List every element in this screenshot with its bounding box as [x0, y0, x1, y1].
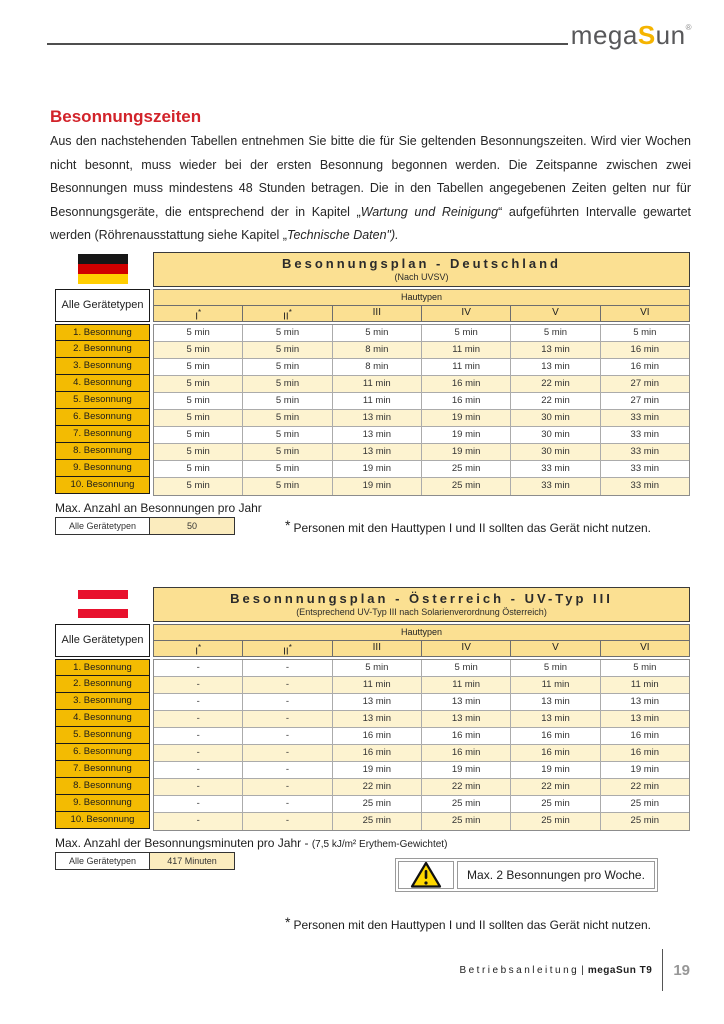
column-header: I*: [154, 306, 243, 321]
row-label: 3. Besonnung: [55, 358, 150, 375]
table-cell: -: [154, 677, 243, 693]
footer-manual-label: Betriebsanleitung: [459, 964, 580, 976]
table-cell: 22 min: [333, 779, 422, 795]
table-cell: 5 min: [333, 325, 422, 341]
table-cell: 16 min: [422, 728, 511, 744]
table-cell: 5 min: [154, 410, 243, 426]
table-cell: -: [243, 711, 332, 727]
table-cell: 33 min: [630, 411, 660, 423]
table-cell: -: [243, 813, 332, 830]
skin-type-note: [285, 517, 651, 535]
column-header: II*: [243, 306, 332, 321]
table-title: Besonnnungsplan - Österreich - UV-Typ III: [230, 590, 613, 606]
table-cell: 16 min: [511, 728, 600, 744]
table-body: [55, 659, 690, 831]
footer-product-name: megaSun T9: [587, 964, 653, 976]
column-header-block: [153, 624, 690, 657]
table-cell: 16 min: [333, 728, 422, 744]
intro-text: “ aufgeführten Intervalle gewartet werden (Röhrenausstattung siehe Kapitel „: [50, 204, 691, 242]
row-label: 4. Besonnung: [55, 710, 150, 727]
row-label: 5. Besonnung: [55, 392, 150, 409]
table-cell: 5 min: [243, 393, 332, 409]
column-header-block: [153, 289, 690, 322]
table-cell: 19 min: [422, 410, 511, 426]
column-header: IV: [422, 641, 511, 656]
row-label: 1. Besonnung: [55, 659, 150, 676]
table-row: [154, 711, 689, 728]
table-cell: 27 min: [630, 394, 660, 406]
row-label: 9. Besonnung: [55, 795, 150, 812]
table-cell: 13 min: [511, 359, 600, 375]
table-cell: 22 min: [511, 376, 600, 392]
table-cell: 5 min: [243, 376, 332, 392]
table-cell: 13 min: [422, 694, 511, 710]
table-cell: 13 min: [333, 427, 422, 443]
table-cell: 13 min: [511, 342, 600, 358]
table-cell: 25 min: [630, 797, 660, 809]
table-cell: 16 min: [630, 729, 660, 741]
besonnungsplan-oesterreich-table: [55, 587, 690, 831]
row-label: 7. Besonnung: [55, 761, 150, 778]
megasun-logo: [571, 22, 692, 48]
mini-table-label: Alle Gerätetypen: [55, 852, 150, 870]
table-cell: 5 min: [633, 661, 657, 673]
row-label: 10. Besonnung: [55, 477, 150, 494]
column-header: V: [511, 641, 600, 656]
max-label-text: Max. Anzahl der Besonnungsminuten pro Jahr -: [55, 835, 312, 850]
table-subtitle: (Entsprechend UV-Typ III nach Solarienverordnung Österreich): [296, 606, 547, 617]
table-cell: -: [154, 762, 243, 778]
table-cell: 5 min: [243, 342, 332, 358]
column-header: V: [511, 306, 600, 321]
warning-box: [395, 858, 658, 892]
table-header-row: [55, 624, 690, 657]
table-cell: -: [154, 779, 243, 795]
table-row: [154, 677, 689, 694]
asterisk: *: [285, 516, 291, 533]
table-cell: 5 min: [243, 444, 332, 460]
row-labels-column: [55, 659, 150, 831]
austria-flag: [78, 590, 128, 618]
table-cell: 19 min: [333, 461, 422, 477]
table-row: [154, 779, 689, 796]
table-cell: 19 min: [422, 762, 511, 778]
page-header: [47, 20, 692, 48]
table-cell: 11 min: [422, 359, 511, 375]
skin-type-note: [285, 914, 724, 932]
column-header: IV: [422, 306, 511, 321]
column-header: VI: [640, 641, 650, 653]
table-cell: 33 min: [630, 445, 660, 457]
table-cell: 5 min: [422, 660, 511, 676]
table-cell: 16 min: [630, 746, 660, 758]
page-footer: [459, 948, 690, 992]
table-cell: 5 min: [511, 660, 600, 676]
footer-divider: [662, 949, 663, 991]
column-headers: [154, 306, 689, 321]
table-cell: 5 min: [154, 342, 243, 358]
table-cell: 11 min: [333, 393, 422, 409]
data-grid: [153, 324, 690, 496]
logo-text: mega: [570, 20, 638, 50]
row-label: 3. Besonnung: [55, 693, 150, 710]
table-cell: -: [154, 813, 243, 830]
table-cell: 16 min: [422, 393, 511, 409]
table-row: [154, 325, 689, 342]
table-cell: 33 min: [511, 461, 600, 477]
table-cell: -: [243, 694, 332, 710]
intro-paragraph: [50, 130, 691, 248]
table-cell: 25 min: [333, 796, 422, 812]
max-label-small-text: (7,5 kJ/m² Erythem-Gewichtet): [311, 838, 448, 850]
table-cell: 33 min: [630, 479, 660, 491]
besonnungsplan-deutschland-table: [55, 252, 690, 496]
group-header: Hauttypen: [154, 625, 689, 641]
row-label: 6. Besonnung: [55, 744, 150, 761]
table-cell: 16 min: [511, 745, 600, 761]
row-label: 2. Besonnung: [55, 341, 150, 358]
row-label: 2. Besonnung: [55, 676, 150, 693]
table-cell: 5 min: [243, 427, 332, 443]
intro-italic-chapter: Wartung und Reinigung: [360, 204, 499, 219]
table-cell: 25 min: [422, 461, 511, 477]
intro-italic-chapter: Technische Daten").: [286, 228, 399, 242]
table-cell: 13 min: [333, 694, 422, 710]
mini-table-value: 417 Minuten: [150, 852, 235, 870]
table-cell: 30 min: [511, 444, 600, 460]
row-label: 1. Besonnung: [55, 324, 150, 341]
table-cell: 25 min: [422, 813, 511, 830]
table-cell: 16 min: [333, 745, 422, 761]
registered-mark: ®: [685, 23, 692, 32]
max-value-mini-table: [55, 517, 235, 535]
max-minutes-label: [55, 836, 724, 850]
table-cell: -: [154, 694, 243, 710]
table-cell: 30 min: [511, 410, 600, 426]
table-cell: 5 min: [154, 427, 243, 443]
table-title: Besonnungsplan - Deutschland: [281, 255, 561, 271]
table-cell: 16 min: [422, 745, 511, 761]
table-cell: 25 min: [333, 813, 422, 830]
table-row: [154, 444, 689, 461]
column-header: VI: [640, 306, 650, 318]
flag-slot: [55, 587, 150, 622]
table-cell: -: [154, 660, 243, 676]
column-headers: [154, 641, 689, 656]
table-cell: 25 min: [630, 814, 660, 826]
table-row: [154, 410, 689, 427]
table-cell: 13 min: [630, 712, 660, 724]
note-text: Personen mit den Hauttypen I und II sollten das Gerät nicht nutzen.: [293, 520, 651, 535]
table-cell: 25 min: [511, 813, 600, 830]
table-cell: 13 min: [333, 444, 422, 460]
table-cell: 5 min: [422, 325, 511, 341]
table-cell: 5 min: [154, 325, 243, 341]
table-cell: 11 min: [333, 376, 422, 392]
warning-triangle-icon: [410, 861, 442, 889]
table-cell: 5 min: [243, 359, 332, 375]
table-cell: 16 min: [630, 360, 660, 372]
table-header-row: [55, 289, 690, 322]
logo-text-end: un: [655, 20, 686, 50]
header-rule: [47, 43, 568, 45]
table-cell: 13 min: [511, 694, 600, 710]
table-cell: -: [243, 796, 332, 812]
row-label: 9. Besonnung: [55, 460, 150, 477]
table-cell: 5 min: [154, 393, 243, 409]
row-label: 4. Besonnung: [55, 375, 150, 392]
table-cell: 13 min: [333, 410, 422, 426]
warning-text: Max. 2 Besonnungen pro Woche.: [457, 861, 655, 889]
column-header: II*: [243, 641, 332, 656]
table-cell: 27 min: [630, 377, 660, 389]
table-cell: 25 min: [422, 796, 511, 812]
flag-slot: [55, 252, 150, 287]
table-row: [154, 461, 689, 478]
table-cell: 5 min: [154, 376, 243, 392]
table-subtitle: (Nach UVSV): [394, 271, 449, 282]
table-cell: 30 min: [511, 427, 600, 443]
table-cell: -: [243, 677, 332, 693]
table-row: [154, 427, 689, 444]
page-number: 19: [673, 961, 690, 979]
table-row: [154, 796, 689, 813]
table-cell: -: [243, 762, 332, 778]
table-title-row: [55, 587, 690, 622]
page-title: Besonnungszeiten: [50, 107, 202, 126]
mini-table-value: 50: [150, 517, 235, 535]
table-cell: 33 min: [630, 428, 660, 440]
table-row: [154, 393, 689, 410]
max-label-text: Max. Anzahl an Besonnungen pro Jahr: [55, 500, 262, 515]
table-row: [154, 478, 689, 495]
corner-cell: Alle Gerätetypen: [55, 624, 150, 657]
table-cell: 19 min: [630, 763, 660, 775]
row-label: 10. Besonnung: [55, 812, 150, 829]
table-cell: 5 min: [333, 660, 422, 676]
table-cell: 13 min: [630, 695, 660, 707]
row-label: 5. Besonnung: [55, 727, 150, 744]
max-value-row: [55, 517, 724, 535]
table-cell: 11 min: [333, 677, 422, 693]
table-cell: 11 min: [511, 677, 600, 693]
table-cell: 19 min: [333, 478, 422, 495]
table-cell: 11 min: [422, 342, 511, 358]
table-cell: 11 min: [630, 678, 659, 690]
column-header: III: [333, 641, 422, 656]
table-cell: 13 min: [333, 711, 422, 727]
table-cell: 8 min: [333, 342, 422, 358]
column-header: I*: [154, 641, 243, 656]
table-title-row: [55, 252, 690, 287]
row-label: 8. Besonnung: [55, 443, 150, 460]
table-cell: 8 min: [333, 359, 422, 375]
table-cell: 5 min: [243, 410, 332, 426]
table-cell: 5 min: [243, 461, 332, 477]
table-cell: 25 min: [511, 796, 600, 812]
row-label: 6. Besonnung: [55, 409, 150, 426]
data-grid: [153, 659, 690, 831]
logo-accent-letter: S: [637, 20, 656, 50]
max-minutes-row: [55, 852, 724, 898]
table-cell: 5 min: [243, 325, 332, 341]
table-cell: 33 min: [511, 478, 600, 495]
table-cell: 22 min: [511, 779, 600, 795]
table-cell: -: [243, 745, 332, 761]
table-cell: 16 min: [422, 376, 511, 392]
asterisk: *: [285, 913, 291, 930]
table-cell: 22 min: [630, 780, 660, 792]
table-cell: 19 min: [422, 444, 511, 460]
table-row: [154, 728, 689, 745]
table-row: [154, 359, 689, 376]
row-labels-column: [55, 324, 150, 496]
table-cell: 13 min: [511, 711, 600, 727]
row-label: 7. Besonnung: [55, 426, 150, 443]
table-row: [154, 745, 689, 762]
table-cell: 16 min: [630, 343, 660, 355]
table-cell: 5 min: [154, 359, 243, 375]
table-cell: 22 min: [511, 393, 600, 409]
table-row: [154, 342, 689, 359]
table-row: [154, 660, 689, 677]
corner-cell: Alle Gerätetypen: [55, 289, 150, 322]
max-per-year-label: [55, 501, 724, 515]
footer-separator: |: [581, 964, 584, 976]
table-cell: 5 min: [243, 478, 332, 495]
table-cell: 11 min: [422, 677, 511, 693]
column-header: III: [333, 306, 422, 321]
table-row: [154, 813, 689, 830]
table-cell: 5 min: [154, 444, 243, 460]
row-label: 8. Besonnung: [55, 778, 150, 795]
intro-text: Aus den nachstehenden Tabellen entnehmen Sie bitte die für Sie geltenden Besonnungszeiten. Wird vier Wochen nicht besonnt, muss wieder bei der ersten Besonnung begonnen werden. Die Zeitspanne zwischen zwei Besonnungen muss mindestens 48 Stunden betragen. Die in den Tabellen angegebenen Zeiten gelten nur für Besonnungsgeräte, die entsprechend der in Kapitel „: [50, 134, 691, 219]
table-row: [154, 376, 689, 393]
note-text: Personen mit den Hauttypen I und II sollten das Gerät nicht nutzen.: [293, 917, 651, 932]
table-cell: 19 min: [511, 762, 600, 778]
table-cell: -: [154, 711, 243, 727]
warning-icon-cell: [398, 861, 454, 889]
table-title-cell: [153, 587, 690, 622]
table-cell: 22 min: [422, 779, 511, 795]
table-row: [154, 762, 689, 779]
table-cell: 5 min: [154, 461, 243, 477]
table-cell: 5 min: [511, 325, 600, 341]
table-cell: -: [154, 796, 243, 812]
table-cell: 5 min: [154, 478, 243, 495]
table-body: [55, 324, 690, 496]
table-cell: 5 min: [633, 326, 657, 338]
table-cell: 25 min: [422, 478, 511, 495]
table-cell: -: [243, 660, 332, 676]
table-cell: 13 min: [422, 711, 511, 727]
table-cell: -: [243, 779, 332, 795]
table-title-cell: [153, 252, 690, 287]
mini-table-label: Alle Gerätetypen: [55, 517, 150, 535]
germany-flag: [78, 254, 128, 284]
table-cell: -: [243, 728, 332, 744]
table-cell: 33 min: [630, 462, 660, 474]
table-cell: 19 min: [422, 427, 511, 443]
group-header: Hauttypen: [154, 290, 689, 306]
table-row: [154, 694, 689, 711]
table-cell: 19 min: [333, 762, 422, 778]
table-cell: -: [154, 745, 243, 761]
table-cell: -: [154, 728, 243, 744]
